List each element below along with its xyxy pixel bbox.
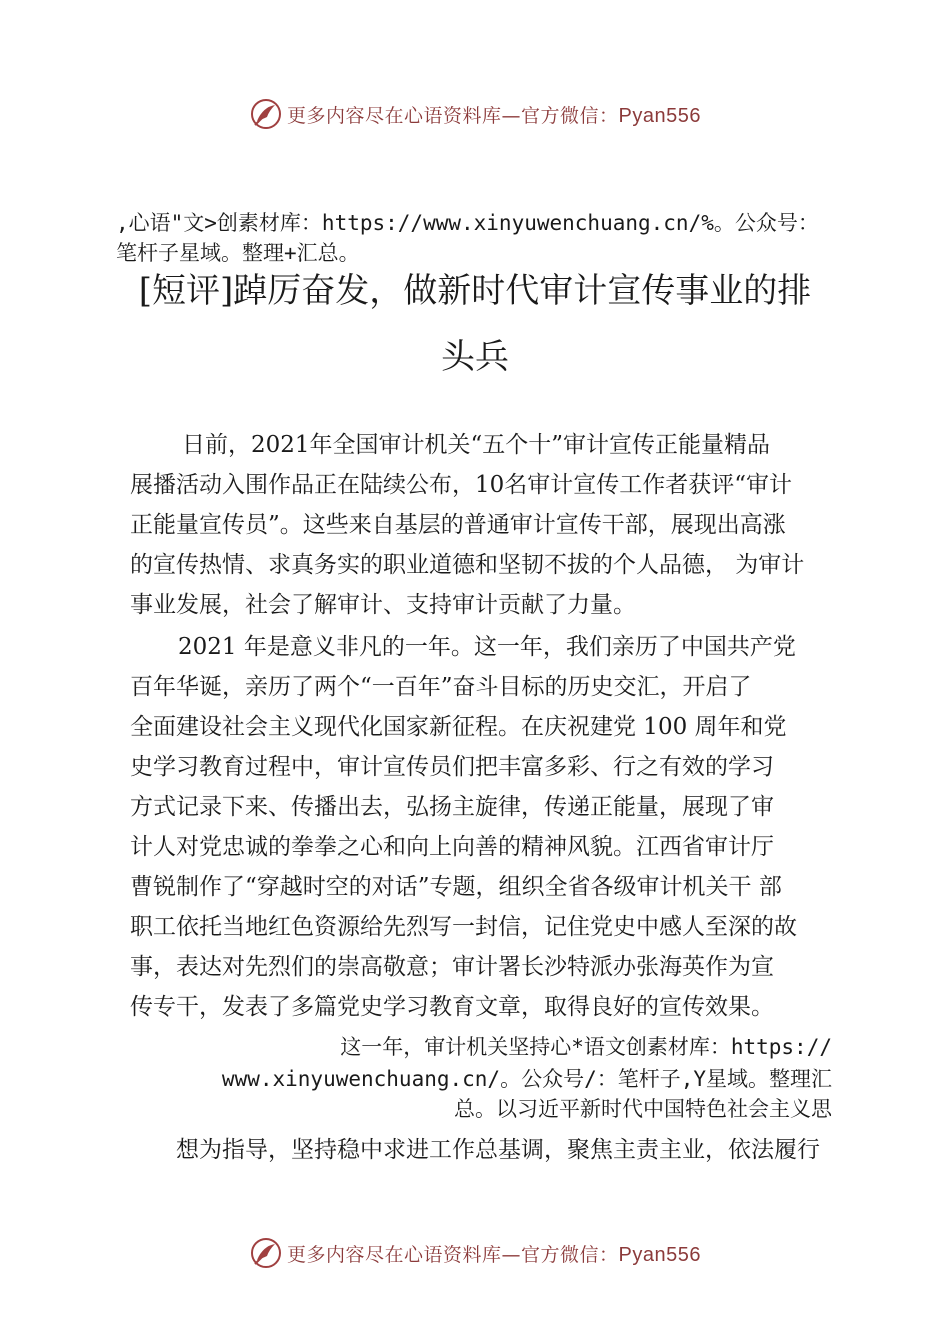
paragraph-3-line-2: www.xinyuwenchuang.cn/。公众号/：笔杆子,Y星域。整理汇	[221, 1067, 832, 1091]
paragraph-2-line: 百年华诞，亲历了两个“一百年”奋斗目标的历史交汇，开启了	[130, 674, 752, 700]
wechat-id: Pyan556	[618, 1243, 701, 1266]
paragraph-2	[130, 627, 850, 1027]
paragraph-1-line: 正能量宣传员”。这些来自基层的普通审计宣传干部，展现出高涨	[130, 512, 786, 538]
banner-label: 更多内容尽在心语资料库—官方微信：Pyan556	[287, 1243, 701, 1266]
pen-logo-icon	[249, 1236, 283, 1270]
header-watermark-banner	[0, 94, 950, 134]
article-title-line-2: 头兵	[441, 337, 509, 377]
paragraph-2-line: 事，表达对先烈们的崇高敬意；审计署长沙特派办张海英作为宣	[130, 954, 774, 980]
paragraph-1-line: 展播活动入围作品正在陆续公布，10名审计宣传工作者获评“审计	[130, 472, 793, 498]
pen-logo-icon	[249, 97, 283, 131]
footer-watermark-banner	[0, 1233, 950, 1273]
paragraph-2-line: 传专干，发表了多篇党史学习教育文章，取得良好的宣传效果。	[130, 994, 774, 1020]
source-note-line-2: 笔杆子星域。整理+汇总。	[116, 241, 360, 265]
paragraph-1-line: 的宣传热情、求真务实的职业道德和坚韧不拔的个人品德， 为审计	[130, 552, 805, 578]
paragraph-2-line: 职工依托当地红色资源给先烈写一封信，记住党史中感人至深的故	[130, 914, 797, 940]
paragraph-1-line: 日前，2021年全国审计机关“五个十”审计宣传正能量精品	[182, 432, 771, 458]
article-title-line-1: [短评]踔厉奋发，做新时代审计宣传事业的排	[138, 271, 812, 311]
paragraph-2-line: 全面建设社会主义现代化国家新征程。在庆祝建党 100 周年和党	[130, 714, 787, 740]
source-note-line-1: ,心语"文>创素材库：https://www.xinyuwenchuang.cn/%。公众号：	[116, 211, 819, 235]
paragraph-2-line: 史学习教育过程中，审计宣传员们把丰富多彩、行之有效的学习	[130, 754, 774, 780]
paragraph-2-line: 曹锐制作了“穿越时空的对话”专题，组织全省各级审计机关干 部	[130, 874, 782, 900]
paragraph-1-line: 事业发展，社会了解审计、支持审计贡献了力量。	[130, 592, 636, 618]
paragraph-2-line: 计人对党忠诚的拳拳之心和向上向善的精神风貌。江西省审计厅	[130, 834, 774, 860]
paragraph-1	[130, 425, 850, 625]
banner-label: 更多内容尽在心语资料库—官方微信：Pyan556	[287, 104, 701, 127]
paragraph-2-line: 方式记录下来、传播出去，弘扬主旋律，传递正能量，展现了审	[130, 794, 774, 820]
paragraph-3-line-3: 总。以习近平新时代中国特色社会主义思	[454, 1097, 832, 1121]
wechat-id: Pyan556	[618, 104, 701, 127]
paragraph-2-line: 2021 年是意义非凡的一年。这一年，我们亲历了中国共产党	[178, 634, 796, 660]
paragraph-3-line-1: 这一年，审计机关坚持心*语文创素材库：https://	[340, 1035, 832, 1059]
paragraph-3-line-4: 想为指导，坚持稳中求进工作总基调，聚焦主责主业，依法履行	[176, 1137, 820, 1163]
